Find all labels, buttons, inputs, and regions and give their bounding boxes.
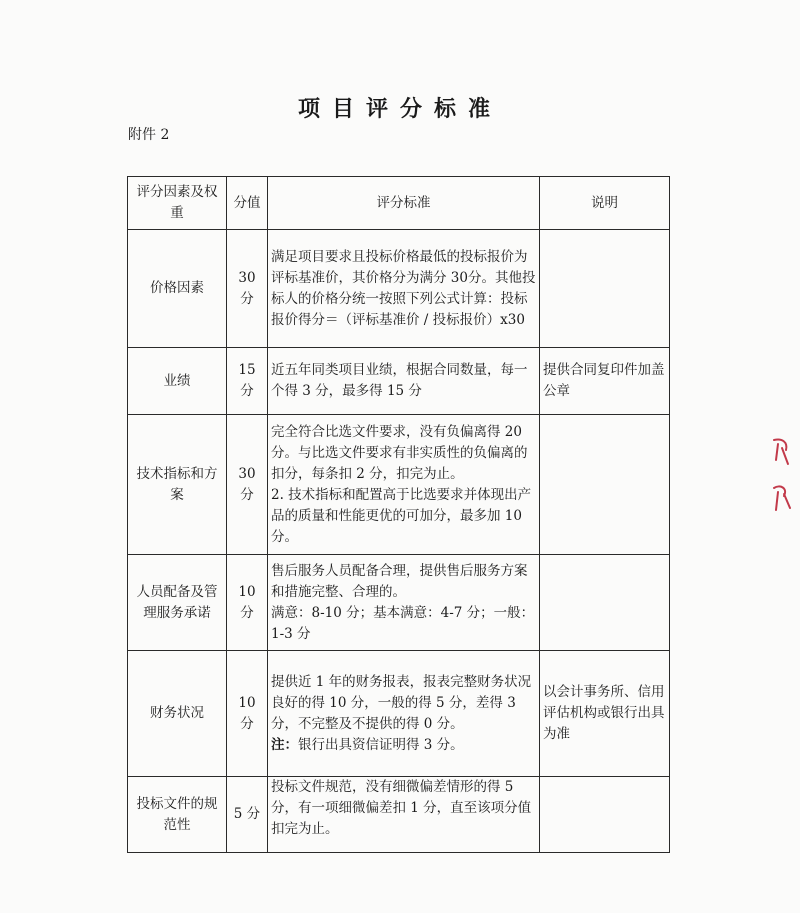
header-note: 说明 bbox=[540, 177, 670, 230]
criteria-remark bbox=[271, 735, 536, 756]
row-note bbox=[540, 415, 670, 555]
row-factor: 技术指标和方案 bbox=[128, 415, 227, 555]
row-factor: 财务状况 bbox=[128, 651, 227, 777]
row-score: 10 分 bbox=[227, 555, 268, 651]
row-factor: 业绩 bbox=[128, 348, 227, 415]
row-note bbox=[540, 555, 670, 651]
row-note: 提供合同复印件加盖公章 bbox=[540, 348, 670, 415]
table-row bbox=[128, 651, 670, 777]
table-row bbox=[128, 230, 670, 348]
row-note bbox=[540, 777, 670, 853]
table-row bbox=[128, 777, 670, 853]
row-note: 以会计事务所、信用评估机构或银行出具为准 bbox=[540, 651, 670, 777]
remark-text: 银行出具资信证明得 3 分。 bbox=[298, 736, 464, 753]
scoring-table bbox=[127, 176, 670, 853]
row-criteria bbox=[268, 651, 540, 777]
table-row bbox=[128, 415, 670, 555]
page-title: 项目评分标准 bbox=[297, 96, 502, 122]
row-criteria: 近五年同类项目业绩，根据合同数量，每一个得 3 分，最多得 15 分 bbox=[268, 348, 540, 415]
row-score: 30 分 bbox=[227, 415, 268, 555]
row-factor: 价格因素 bbox=[128, 230, 227, 348]
criteria-part-1: 售后服务人员配备合理，提供售后服务方案和措施完整、合理的。 bbox=[271, 562, 528, 600]
criteria-part-1: 提供近 1 年的财务报表，报表完整财务状况良好的得 10 分，一般的得 5 分，差得 3 分，不完整及不提供的得 0 分。 bbox=[271, 673, 532, 732]
row-criteria: 满足项目要求且投标价格最低的投标报价为评标基准价，其价格分为满分 30分。其他投标人的价格分统一按照下列公式计算：投标报价得分＝（评标基准价 / 投标报价）x30 bbox=[268, 230, 540, 348]
row-score: 5 分 bbox=[227, 777, 268, 853]
criteria-part-2: 2. 技术指标和配置高于比选要求并体现出产品的质量和性能更优的可加分，最多加 10 分。 bbox=[271, 486, 532, 545]
row-criteria: 投标文件规范，没有细微偏差情形的得 5 分，有一项细微偏差扣 1 分，直至该项分值扣完为止。 bbox=[268, 777, 540, 853]
row-note bbox=[540, 230, 670, 348]
row-score: 15 分 bbox=[227, 348, 268, 415]
remark-label: 注： bbox=[271, 736, 298, 753]
table-header-row bbox=[128, 177, 670, 230]
row-factor: 投标文件的规范性 bbox=[128, 777, 227, 853]
header-factor: 评分因素及权重 bbox=[128, 177, 227, 230]
header-score: 分值 bbox=[227, 177, 268, 230]
annex-label: 附件 2 bbox=[128, 127, 170, 143]
row-score: 30 分 bbox=[227, 230, 268, 348]
criteria-part-1: 完全符合比选文件要求，没有负偏离得 20 分。与比选文件要求有非实质性的负偏离的扣分，每条扣 2 分，扣完为止。 bbox=[271, 423, 528, 482]
red-stamp-mark bbox=[768, 430, 794, 520]
row-score: 10 分 bbox=[227, 651, 268, 777]
header-criteria: 评分标准 bbox=[268, 177, 540, 230]
table-row bbox=[128, 555, 670, 651]
table-row bbox=[128, 348, 670, 415]
row-criteria bbox=[268, 555, 540, 651]
row-criteria bbox=[268, 415, 540, 555]
row-factor: 人员配备及管理服务承诺 bbox=[128, 555, 227, 651]
criteria-part-2: 满意：8-10 分；基本满意：4-7 分；一般：1-3 分 bbox=[271, 604, 535, 642]
